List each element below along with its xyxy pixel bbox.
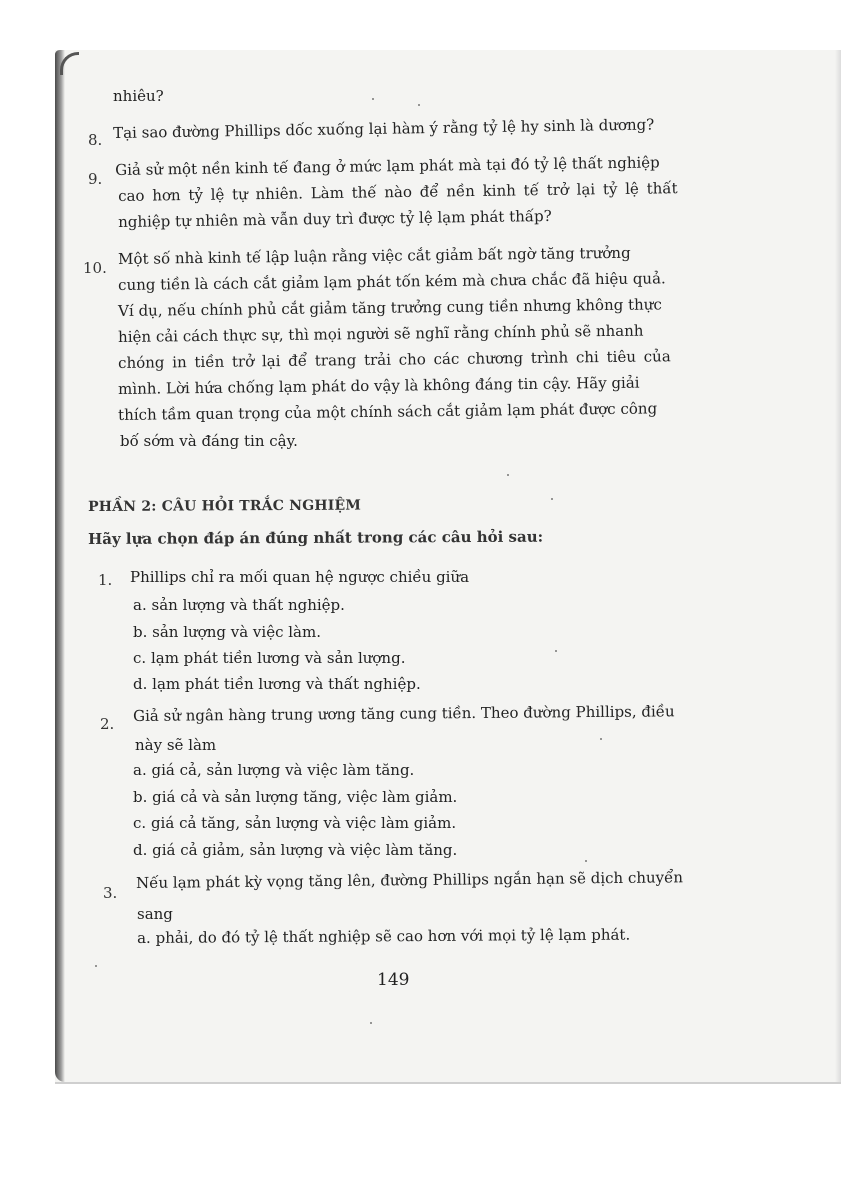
mc-question-3-stem-line-2: sang bbox=[137, 905, 173, 923]
question-10-line-2: cung tiền là cách cắt giảm lạm phát tốn kém mà chưa chắc đã hiệu quả. bbox=[118, 269, 666, 294]
question-9-line-2: cao hơn tỷ lệ tự nhiên. Làm thế nào để nền kinh tế trở lại tỷ lệ thất bbox=[118, 179, 678, 205]
mc-question-2-number: 2. bbox=[100, 715, 115, 733]
binding-shadow bbox=[55, 50, 65, 1082]
question-10-line-6: mình. Lời hứa chống lạm phát do vậy là không đáng tin cậy. Hãy giải bbox=[118, 373, 640, 398]
mc-question-1-option-a: a. sản lượng và thất nghiệp. bbox=[133, 596, 345, 614]
question-9-line-1: Giả sử một nền kinh tế đang ở mức lạm phát mà tại đó tỷ lệ thất nghiệp bbox=[115, 153, 660, 179]
question-10-line-3: Ví dụ, nếu chính phủ cắt giảm tăng trưởng cung tiền nhưng không thực bbox=[118, 295, 662, 320]
question-10-line-1: Một số nhà kinh tế lập luận rằng việc cắt giảm bất ngờ tăng trưởng bbox=[118, 243, 631, 268]
section-heading: PHẦN 2: CÂU HỎI TRẮC NGHIỆM bbox=[88, 497, 362, 515]
question-10-line-8: bố sớm và đáng tin cậy. bbox=[120, 432, 298, 450]
question-9-line-3: nghiệp tự nhiên mà vẫn duy trì được tỷ lệ lạm phát thấp? bbox=[118, 206, 552, 231]
page-edge-shadow bbox=[835, 50, 841, 1082]
scan-speck bbox=[372, 98, 374, 100]
scan-speck bbox=[95, 965, 97, 967]
question-10-line-5: chóng in tiền trở lại để trang trải cho các chương trình chi tiêu của bbox=[118, 347, 671, 372]
scan-speck bbox=[418, 104, 420, 106]
scan-speck bbox=[551, 498, 553, 500]
mc-question-2-option-a: a. giá cả, sản lượng và việc làm tăng. bbox=[133, 761, 415, 779]
question-7-tail: nhiêu? bbox=[113, 87, 164, 105]
mc-question-1-number: 1. bbox=[98, 571, 113, 589]
question-8-number: 8. bbox=[88, 131, 103, 149]
mc-question-2-stem-line-1: Giả sử ngân hàng trung ương tăng cung tiền. Theo đường Phillips, điều bbox=[133, 702, 675, 725]
scan-speck bbox=[555, 650, 557, 652]
mc-question-1-option-d: d. lạm phát tiền lương và thất nghiệp. bbox=[133, 675, 421, 693]
scan-speck bbox=[507, 474, 509, 476]
mc-question-3-stem-line-1: Nếu lạm phát kỳ vọng tăng lên, đường Phillips ngắn hạn sẽ dịch chuyển bbox=[136, 868, 684, 892]
scan-speck bbox=[600, 738, 602, 740]
section-instruction: Hãy lựa chọn đáp án đúng nhất trong các câu hỏi sau: bbox=[88, 527, 544, 548]
mc-question-1-stem: Phillips chỉ ra mối quan hệ ngược chiều giữa bbox=[130, 568, 470, 586]
mc-question-1-option-c: c. lạm phát tiền lương và sản lượng. bbox=[133, 649, 406, 667]
page-number: 149 bbox=[377, 970, 410, 990]
question-8-text: Tại sao đường Phillips dốc xuống lại hàm ý rằng tỷ lệ hy sinh là dương? bbox=[113, 115, 655, 142]
mc-question-3-number: 3. bbox=[103, 884, 118, 902]
mc-question-2-option-d: d. giá cả giảm, sản lượng và việc làm tăng. bbox=[133, 841, 458, 859]
mc-question-2-stem-line-2: này sẽ làm bbox=[135, 736, 217, 754]
scan-speck bbox=[370, 1022, 372, 1024]
mc-question-2-option-b: b. giá cả và sản lượng tăng, việc làm giảm. bbox=[133, 788, 458, 806]
question-9-number: 9. bbox=[88, 170, 103, 188]
mc-question-3-option-a: a. phải, do đó tỷ lệ thất nghiệp sẽ cao hơn với mọi tỷ lệ lạm phát. bbox=[137, 925, 631, 947]
question-10-number: 10. bbox=[83, 259, 107, 277]
scan-speck bbox=[585, 860, 587, 862]
question-10-line-7: thích tầm quan trọng của một chính sách cắt giảm lạm phát được công bbox=[118, 399, 658, 424]
mc-question-2-option-c: c. giá cả tăng, sản lượng và việc làm giảm. bbox=[133, 814, 457, 832]
mc-question-1-option-b: b. sản lượng và việc làm. bbox=[133, 623, 321, 641]
question-10-line-4: hiện cải cách thực sự, thì mọi người sẽ nghĩ rằng chính phủ sẽ nhanh bbox=[118, 321, 644, 346]
